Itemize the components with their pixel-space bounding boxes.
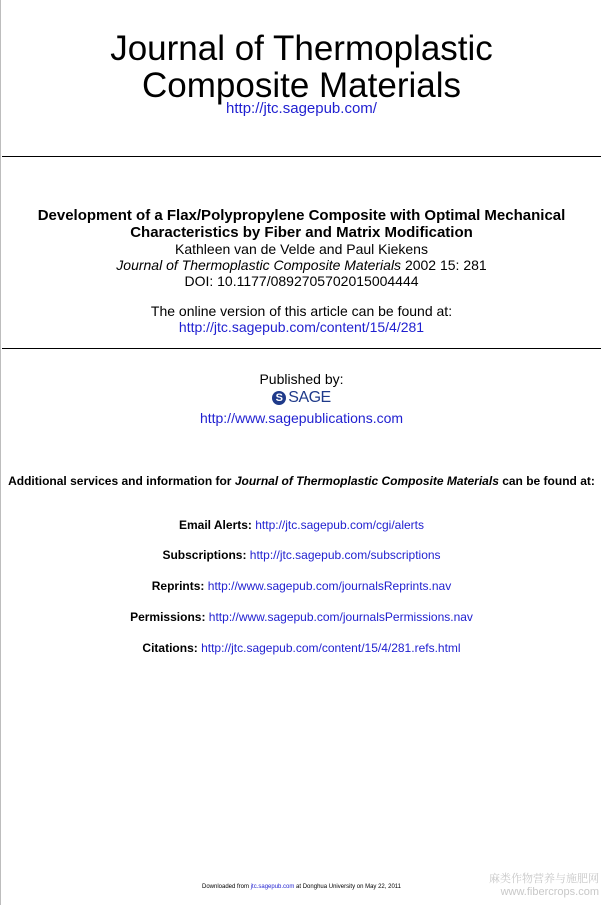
top-divider — [2, 156, 601, 157]
service-row-citations — [0, 641, 603, 655]
article-doi: DOI: 10.1177/0892705702015004444 — [184, 273, 419, 289]
sage-logo-text: SAGE — [288, 389, 331, 406]
journal-title-line-2: Composite Materials — [142, 66, 461, 105]
article-citation — [0, 257, 603, 273]
article-title-line-1: Development of a Flax/Polypropylene Composite with Optimal Mechanical — [37, 207, 566, 224]
published-by-label: Published by: — [259, 371, 344, 387]
service-row-email-alerts — [0, 518, 603, 532]
article-title-line-2: Characteristics by Fiber and Matrix Modification — [130, 224, 473, 241]
services-intro-suffix: can be found at: — [498, 474, 595, 488]
article-authors: Kathleen van de Velde and Paul Kiekens — [175, 241, 428, 257]
service-link-subscriptions[interactable]: http://jtc.sagepub.com/subscriptions — [249, 548, 441, 562]
service-label: Citations: — [142, 641, 198, 655]
service-link-reprints[interactable]: http://www.sagepub.com/journalsReprints.nav — [207, 579, 452, 593]
middle-divider — [2, 348, 601, 349]
journal-title — [0, 30, 603, 104]
online-version-text: The online version of this article can be found at: — [150, 303, 453, 319]
publisher-url-link[interactable]: http://www.sagepublications.com — [199, 410, 404, 426]
footer-suffix: at Donghua University on May 22, 2011 — [294, 884, 402, 890]
watermark-line-2: www.fibercrops.com — [500, 886, 599, 898]
service-label: Reprints: — [151, 579, 205, 593]
article-journal-name: Journal of Thermoplastic Composite Materials — [116, 257, 402, 273]
services-intro-journal: Journal of Thermoplastic Composite Materials — [234, 474, 499, 488]
services-intro — [0, 474, 603, 488]
service-link-permissions[interactable]: http://www.sagepub.com/journalsPermissions.nav — [208, 610, 473, 624]
publisher-url-row — [0, 410, 603, 426]
footer-prefix: Downloaded from — [201, 884, 251, 890]
service-link-email-alerts[interactable]: http://jtc.sagepub.com/cgi/alerts — [255, 518, 424, 532]
journal-title-line-1: Journal of Thermoplastic — [110, 29, 493, 68]
sage-logo-icon: S — [272, 391, 286, 405]
service-link-citations[interactable]: http://jtc.sagepub.com/content/15/4/281.refs.html — [201, 641, 461, 655]
journal-url-link[interactable]: http://jtc.sagepub.com/ — [226, 100, 377, 117]
sage-logo-row — [0, 388, 603, 406]
service-label: Email Alerts: — [178, 518, 252, 532]
journal-url-row — [0, 100, 603, 118]
footer-link[interactable]: jtc.sagepub.com — [250, 884, 295, 890]
page-left-border — [0, 0, 1, 905]
service-label: Subscriptions: — [162, 548, 247, 562]
article-year-volume-page: 2002 15: 281 — [401, 257, 487, 273]
watermark-line-1: 麻类作物营养与施肥网 — [489, 873, 599, 885]
online-version-row — [0, 319, 603, 335]
service-row-permissions — [0, 610, 603, 624]
service-row-reprints — [0, 579, 603, 593]
article-title — [0, 207, 603, 241]
sage-logo[interactable] — [272, 389, 330, 407]
service-row-subscriptions — [0, 548, 603, 562]
online-version-link[interactable]: http://jtc.sagepub.com/content/15/4/281 — [178, 319, 425, 335]
services-intro-prefix: Additional services and information for — [8, 474, 235, 488]
service-label: Permissions: — [130, 610, 206, 624]
watermark — [489, 873, 599, 899]
